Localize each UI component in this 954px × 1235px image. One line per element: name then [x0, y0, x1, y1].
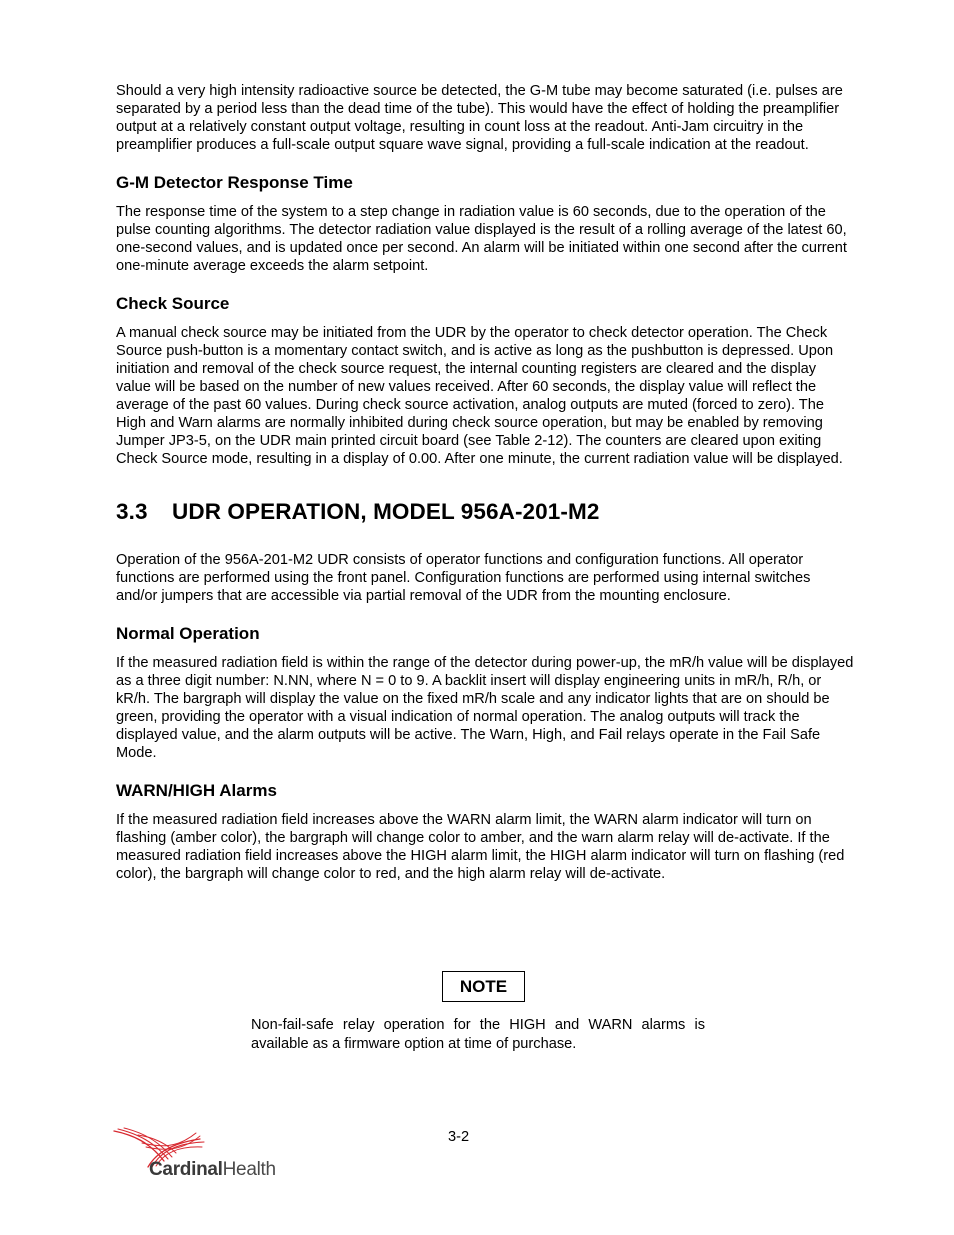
logo-wordmark: [149, 1159, 276, 1181]
heading-gm-response-time: G-M Detector Response Time: [116, 173, 353, 192]
section-title: UDR OPERATION, MODEL 956A-201-M2: [172, 499, 600, 524]
paragraph-response-time: The response time of the system to a step change in radiation value is 60 seconds, due to the operation of the pulse counting algorithms. The detector radiation value displayed is the result of a rolling average of the latest 60, one-second values, and is updated once per second. An alarm will be initiated within one second after the current one-minute average exceeds the alarm setpoint.: [116, 204, 847, 274]
section-heading: [116, 498, 854, 526]
paragraph-saturation: Should a very high intensity radioactive source be detected, the G-M tube may become saturated (i.e. pulses are separated by a period less than the dead time of the tube). This would have the effect of holding the preamplifier output at a relatively constant output voltage, resulting in count loss at the readout. Anti-Jam circuitry in the preamplifier produces a full-scale output square wave signal, providing a full-scale indication at the readout.: [116, 83, 843, 153]
note-label-box: NOTE: [442, 971, 525, 1002]
logo-word-cardinal: Cardinal: [149, 1159, 223, 1180]
logo-word-health: Health: [222, 1159, 276, 1180]
page-body: [116, 82, 854, 883]
heading-normal-operation: Normal Operation: [116, 624, 260, 643]
paragraph-operation-intro: Operation of the 956A-201-M2 UDR consists of operator functions and configuration functions. All operator functions are performed using the front panel. Configuration functions are performed using internal switches and/or jumpers that are accessible via partial removal of the UDR from the mounting enclosure.: [116, 552, 811, 604]
heading-warn-high-alarms: WARN/HIGH Alarms: [116, 781, 277, 800]
section-number: 3.3: [116, 499, 148, 524]
paragraph-check-source: A manual check source may be initiated from the UDR by the operator to check detector operation. The Check Source push-button is a momentary contact switch, and is active as long as the pushbutton is depressed. Upon initiation and removal of the check source request, the internal counting registers are cleared and the display value will be based on the number of new values received. After 60 seconds, the display value will reflect the average of the past 60 values. During check source activation, analog outputs are muted (forced to zero). The High and Warn alarms are normally inhibited during check source operation, but may be enabled by removing Jumper JP3-5, on the UDR main printed circuit board (see Table 2-12). The counters are cleared upon exiting Check Source mode, resulting in a display of 0.00. After one minute, the current radiation value will be displayed.: [116, 325, 843, 467]
heading-check-source: Check Source: [116, 294, 230, 313]
cardinal-health-logo: [112, 1125, 276, 1185]
paragraph-warn-high-alarms: If the measured radiation field increases above the WARN alarm limit, the WARN alarm indicator will turn on flashing (amber color), the bargraph will change color to amber, and the warn alarm relay will de-activate. If the measured radiation field increases above the HIGH alarm limit, the HIGH alarm indicator will turn on flashing (red color), the bargraph will change color to red, and the high alarm relay will de-activate.: [116, 812, 845, 882]
paragraph-normal-operation: If the measured radiation field is within the range of the detector during power-up, the mR/h value will be displayed as a three digit number: N.NN, where N = 0 to 9. A backlit insert will display engineering units in mR/h, R/h, or kR/h. The bargraph will display the value on the fixed mR/h scale and any indicator lights that are on should be green, providing the operator with a visual indication of normal operation. The analog outputs will track the displayed value, and the alarm outputs will be active. The Warn, High, and Fail relays operate in the Fail Safe Mode.: [116, 655, 854, 761]
note-text: Non-fail-safe relay operation for the HIGH and WARN alarms is available as a firmware option at time of purchase.: [251, 1017, 705, 1052]
page-number: 3-2: [448, 1129, 470, 1145]
